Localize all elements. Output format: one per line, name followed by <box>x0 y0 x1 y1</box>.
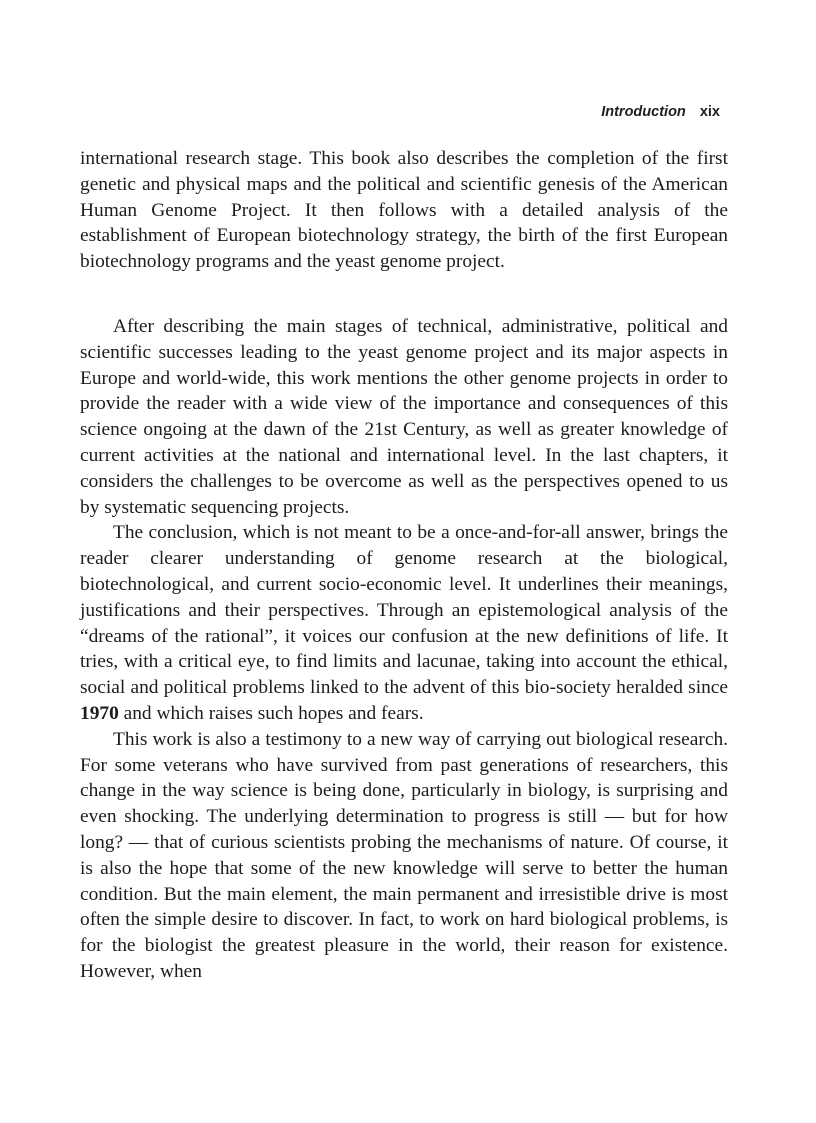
paragraph-testimony: This work is also a testimony to a new way of carrying out biological research. For some veterans who have survived from past generations of researchers, this change in the way science is being done, particularly in biology, is surprising and even shocking. The underlying determination to progress is still — but for how long? — that of curious scientists probing the mechanisms of nature. Of course, it is also the hope that some of the new knowledge will serve to better the human condition. But the main element, the main permanent and irresistible drive is most often the simple desire to discover. In fact, to work on hard biological problems, is for the biologist the greatest pleasure in the world, their reason for existence. However, when <box>80 728 728 982</box>
page-number: xix <box>699 104 720 120</box>
paragraph-main-stages: After describing the main stages of technical, administrative, political and scientific successes leading to the yeast genome project and its major aspects in Europe and world-wide, this work mentions the other genome projects in order to provide the reader with a wide view of the importance and consequences of this science ongoing at the dawn of the 21st Century, as well as greater knowledge of current activities at the national and international level. In the last chapters, it considers the challenges to be overcome as well as the perspectives opened to us by systematic sequencing projects. <box>80 315 728 518</box>
paragraph-continued: international research stage. This book also describes the completion of the first genetic and physical maps and the political and scientific genesis of the American Human Genome Project. It then follows with a detailed analysis of the establishment of European biotechnology strategy, the birth of the first European biotechnology programs and the yeast genome project. <box>80 148 728 273</box>
conclusion-text-before: The conclusion, which is not meant to be a once-and-for-all answer, brings the reader clearer understanding of genome research at the biological, biotechnological, and current socio-economic level. It underlines their meanings, justifications and their perspectives. Through an epistemological analysis of the “dreams of the rational”, it voices our confusion at the new definitions of life. It tries, with a critical eye, to find limits and lacunae, taking into account the ethical, social and political problems linked to the advent of this bio-society heralded since <box>80 522 728 699</box>
body-text <box>80 146 728 985</box>
section-title: Introduction <box>601 104 686 120</box>
year-emphasis: 1970 <box>80 702 119 724</box>
paragraph-conclusion <box>80 520 728 726</box>
running-head <box>601 104 720 120</box>
conclusion-text-after: and which raises such hopes and fears. <box>118 702 424 724</box>
